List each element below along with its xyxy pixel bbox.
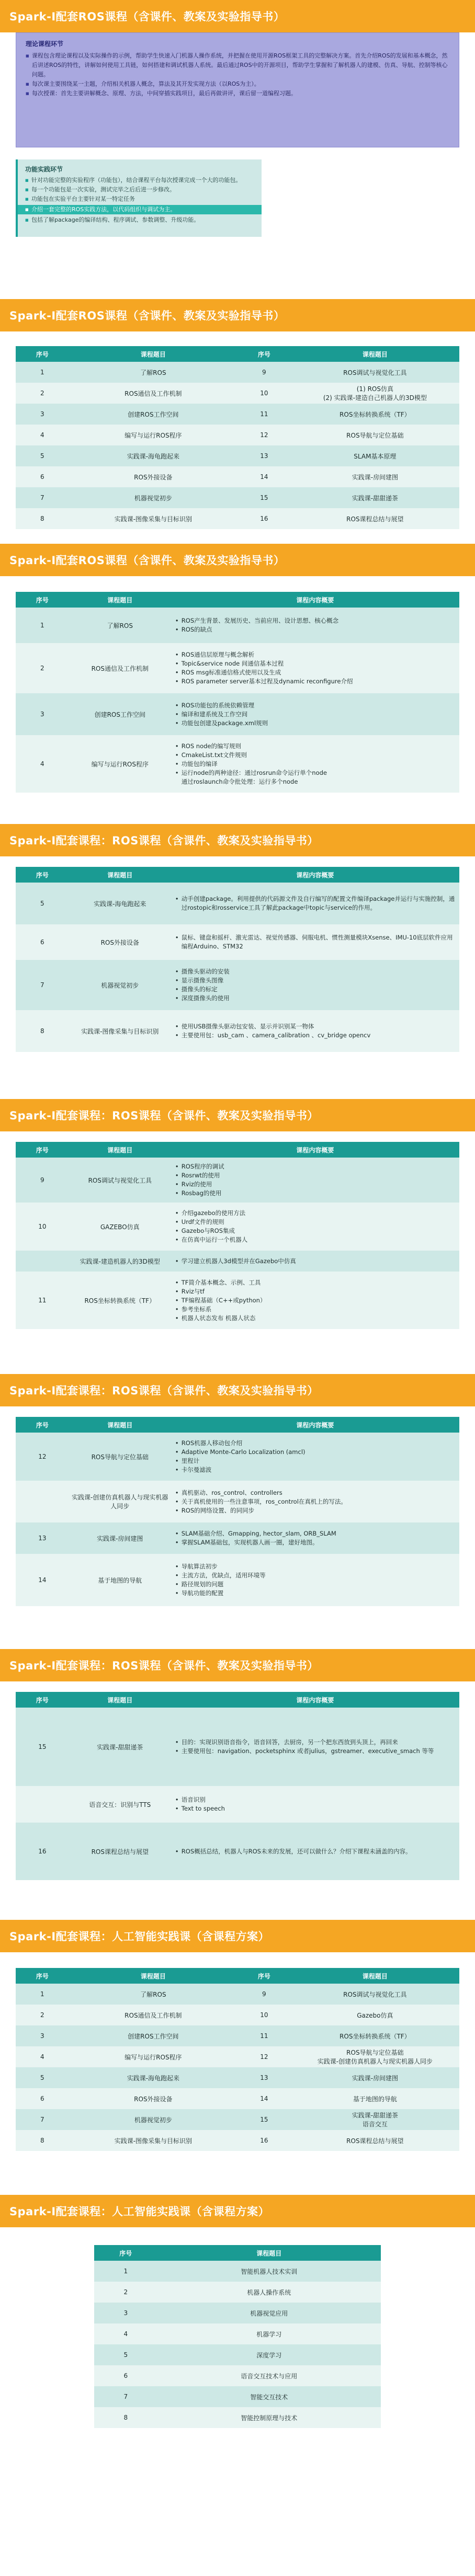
row-number: [16, 1481, 69, 1522]
theory-item: ■ 每次授课：首先主要讲解概念、原理、方法，中间穿插实践项目，最后再做讲评，课后留一道编程习题。: [26, 89, 449, 98]
slide-title: Spark-I配套课程：ROS课程（含课件、教案及实验指导书）: [0, 1099, 475, 1131]
summary-item: • 显示摄像头图像: [175, 976, 455, 985]
summary-item: • 导航功能的配置: [175, 1589, 455, 1598]
course-summary: [171, 1251, 459, 1272]
row-number: 3: [94, 2303, 157, 2323]
summary-item: • 语音识别: [175, 1795, 455, 1804]
course-summary: [171, 693, 459, 735]
column-header: 课程内容概要: [171, 1692, 459, 1708]
row-number: 2: [16, 383, 69, 404]
summary-item: • 摄像头驱动的安装: [175, 967, 455, 976]
summary-item: • ROS概括总结，机器人与ROS未来的发展，还可以做什么？介绍下课程未涵盖的内容。: [175, 1847, 455, 1856]
table-row: [94, 2407, 381, 2428]
column-header: 序号: [16, 1968, 69, 1984]
row-number: 1: [94, 2261, 157, 2282]
summary-item: • ROS的缺点: [175, 625, 455, 634]
summary-item: • Topic&service node 间通信基本过程: [175, 659, 455, 668]
course-summary: [171, 1708, 459, 1786]
table-row: [16, 1708, 459, 1786]
course-title: Gazebo仿真: [291, 2005, 459, 2025]
row-number: 7: [16, 2109, 69, 2130]
row-number: 10: [16, 1203, 69, 1251]
row-number: 14: [16, 1554, 69, 1606]
course-detail-table: [16, 1142, 459, 1329]
course-summary: [171, 960, 459, 1010]
course-title: ROS通信及工作机制: [69, 2005, 238, 2025]
course-summary: [171, 1203, 459, 1251]
course-title: ROS调试与视觉化工具: [291, 1984, 459, 2005]
row-number: 13: [238, 445, 291, 466]
column-header: 序号: [238, 1968, 291, 1984]
summary-item: • Urdf文件的规则: [175, 1218, 455, 1227]
row-number: 16: [238, 508, 291, 529]
summary-item: • 目的：实现识别语音指令，语音回答，去厨房，另一个把东西放到头顶上，再回来: [175, 1738, 455, 1747]
course-title: 智能控制原理与技术: [157, 2407, 381, 2428]
slide-title: Spark-I配套课程：ROS课程（含课件、教案及实验指导书）: [0, 1374, 475, 1406]
course-title: 机器视觉初步: [69, 2109, 238, 2130]
table-row: [16, 1010, 459, 1052]
course-title: 实践课-图像采集与目标识别: [69, 508, 238, 529]
summary-item: • TF简介基本概念、示例、工具: [175, 1278, 455, 1287]
slide-title: Spark-I配套课程：人工智能实践课（含课程方案）: [0, 2195, 475, 2227]
slide-title: Spark-I配套课程：ROS课程（含课件、教案及实验指导书）: [0, 1649, 475, 1681]
course-summary: [171, 1522, 459, 1554]
table-row: [16, 2025, 459, 2046]
row-number: 15: [16, 1708, 69, 1786]
column-header: 序号: [16, 867, 69, 883]
course-detail-table: [16, 1692, 459, 1880]
column-header: 序号: [16, 592, 69, 608]
course-title: ROS通信及工作机制: [69, 643, 171, 693]
course-title: ROS坐标转换系统（TF）: [69, 1272, 171, 1329]
course-title: 机器人操作系统: [157, 2282, 381, 2303]
row-number: 9: [16, 1158, 69, 1203]
theory-item: ■ 课程包含理论课程以及实际操作的示例，帮助学生快速入门机器人操作系统，并把握在使用开源ROS框架工具的完整解决方案。首先介绍ROS的发展和基本概念，然后讲述ROS的特性，讲解如何使用工具链，如何搭建和调试机器人系统。最后通过ROS中的开源项目，帮助学生掌握和了解机器人的建模、仿真、导航、控制等核心问题。: [26, 51, 449, 79]
course-title: ROS导航与定位基础 实践课-创建仿真机器人与现实机器人同步: [291, 2046, 459, 2067]
row-number: 12: [16, 1433, 69, 1481]
course-title: 创建ROS工作空间: [69, 2025, 238, 2046]
summary-item: • SLAM基础介绍、Gmapping, hector_slam, ORB_SLAM: [175, 1529, 455, 1538]
table-row: [16, 445, 459, 466]
table-row: [16, 1251, 459, 1272]
course-title: 编写与运行ROS程序: [69, 2046, 238, 2067]
column-header: 序号: [16, 1142, 69, 1158]
summary-item: • 主要使用包：usb_cam 、camera_calibration 、cv_bridge opencv: [175, 1031, 455, 1040]
table-row: [16, 383, 459, 404]
row-number: 12: [238, 425, 291, 445]
summary-item: • 编译和建系统及工作空间: [175, 710, 455, 719]
summary-item: • 主要使用包：navigation、pocketsphinx 或者julius，gstreamer、executive_smach 等等: [175, 1747, 455, 1756]
course-title: 实践课-甜甜递茶: [69, 1708, 171, 1786]
column-header: 课程题目: [69, 867, 171, 883]
table-row: [16, 735, 459, 793]
course-summary: [171, 1010, 459, 1052]
summary-item: • 摄像头的标定: [175, 985, 455, 994]
table-row: [16, 425, 459, 445]
summary-item: • 学习建立机器人3d模型并在Gazebo中仿真: [175, 1257, 455, 1266]
summary-item: • 卡尔曼滤波: [175, 1466, 455, 1474]
course-title: GAZEBO仿真: [69, 1203, 171, 1251]
slide-title: Spark-I配套ROS课程（含课件、教案及实验指导书）: [0, 0, 475, 32]
table-row: [94, 2386, 381, 2407]
course-title: 创建ROS工作空间: [69, 404, 238, 425]
course-summary: [171, 1433, 459, 1481]
column-header: 课程题目: [69, 1968, 238, 1984]
course-title: 创建ROS工作空间: [69, 693, 171, 735]
ai-course-table: [16, 1968, 459, 2151]
slide-title: Spark-I配套课程：人工智能实践课（含课程方案）: [0, 1920, 475, 1952]
row-number: [16, 1786, 69, 1823]
course-title: 实践课-创建仿真机器人与现实机器人同步: [69, 1481, 171, 1522]
summary-item: • ROS msg标准通信格式使用以及生成: [175, 668, 455, 677]
course-title: ROS外接设备: [69, 466, 238, 487]
table-row: [16, 1522, 459, 1554]
column-header: 课程题目: [69, 346, 238, 362]
course-summary: [171, 883, 459, 924]
row-number: 10: [238, 383, 291, 404]
row-number: 14: [238, 2088, 291, 2109]
course-title: 编写与运行ROS程序: [69, 425, 238, 445]
table-row: [16, 2109, 459, 2130]
summary-item: • 动手创建package。利用提供的代码源文件及自行编写的配置文件编译package并运行与实施控制，通过rostopic和rosservice工具了解此package中topic与service的作用。: [175, 895, 455, 912]
summary-item: • 关于真机使用的一些注意事项，ros_control在真机上的写法。: [175, 1497, 455, 1506]
course-summary: [171, 735, 459, 793]
course-title: 了解ROS: [69, 362, 238, 383]
table-row: [94, 2365, 381, 2386]
row-number: 6: [16, 924, 69, 960]
practice-item: ■ 包括了解package的编译结构、程序调试、参数调整、升级功能。: [25, 215, 254, 225]
table-row: [16, 404, 459, 425]
course-title: (1) ROS仿真 (2) 实践课-建造自己机器人的3D模型: [291, 383, 459, 404]
course-summary: [171, 1786, 459, 1823]
column-header: 课程内容概要: [171, 867, 459, 883]
table-row: [16, 608, 459, 643]
practice-item: ■ 针对功能完整的实验程序（功能包），结合课程平台每次授课完成一个大的功能包。: [25, 176, 254, 185]
table-row: [16, 2088, 459, 2109]
summary-item: • 路径规划的问题: [175, 1580, 455, 1589]
table-row: [16, 960, 459, 1010]
row-number: 15: [238, 2109, 291, 2130]
summary-item: • 鼠标、键盘和摇杆、激光雷达、视觉传感器、伺服电机、惯性测量模块Xsense、IMU-10底层软件应用编程Arduino、STM32: [175, 933, 455, 951]
row-number: 5: [16, 2067, 69, 2088]
column-header: 课程内容概要: [171, 1142, 459, 1158]
summary-item: • 使用USB摄像头驱动包安装、显示并识别某一物体: [175, 1022, 455, 1031]
course-title: 语音交互：识别与TTS: [69, 1786, 171, 1823]
column-header: 序号: [16, 1692, 69, 1708]
theory-section: [16, 32, 459, 147]
column-header: 序号: [16, 1417, 69, 1433]
row-number: 16: [16, 1823, 69, 1880]
summary-item: • 参考坐标系: [175, 1305, 455, 1314]
practice-list: [25, 176, 254, 225]
course-title: 实践课-海龟跑起来: [69, 445, 238, 466]
theory-list: [26, 51, 449, 98]
row-number: 3: [16, 404, 69, 425]
row-number: 7: [16, 960, 69, 1010]
summary-item: • Gazebo与ROS集成: [175, 1227, 455, 1235]
course-title: ROS导航与定位基础: [291, 425, 459, 445]
practice-item: ■ 功能包在实验平台主要针对某一特定任务: [25, 194, 254, 204]
summary-item: • 里程计: [175, 1457, 455, 1466]
course-title: 深度学习: [157, 2344, 381, 2365]
course-title: ROS课程总结与展望: [291, 2130, 459, 2151]
course-title: 机器学习: [157, 2323, 381, 2344]
table-row: [16, 1984, 459, 2005]
row-number: 3: [16, 693, 69, 735]
row-number: 8: [16, 508, 69, 529]
summary-item: • 主流方法，优缺点，适用环境等: [175, 1571, 455, 1580]
slide-title: Spark-I配套ROS课程（含课件、教案及实验指导书）: [0, 544, 475, 576]
row-number: 6: [16, 466, 69, 487]
summary-item: • ROS功能包的系统依赖管理: [175, 701, 455, 710]
table-row: [94, 2323, 381, 2344]
course-title: 基于地图的导航: [291, 2088, 459, 2109]
course-title: 机器视觉初步: [69, 960, 171, 1010]
table-row: [16, 1433, 459, 1481]
summary-item: • Rosrwt的使用: [175, 1171, 455, 1180]
table-row: [16, 2005, 459, 2025]
course-title: ROS坐标转换系统（TF）: [291, 2025, 459, 2046]
course-summary: [171, 1554, 459, 1606]
course-title: 了解ROS: [69, 608, 171, 643]
course-title: 实践课-海龟跑起来: [69, 2067, 238, 2088]
theory-heading: 理论课程环节: [26, 40, 64, 48]
row-number: 13: [16, 1522, 69, 1554]
summary-item: • 深度摄像头的使用: [175, 994, 455, 1003]
course-summary: [171, 1272, 459, 1329]
summary-item: • ROS parameter server基本过程及dynamic reconfigure介绍: [175, 677, 455, 686]
practice-item: ■ 介绍一套完整的ROS实践方法，以代码组织与调试为主。: [18, 205, 262, 214]
table-row: [16, 2130, 459, 2151]
course-title: 实践课-甜甜递茶 语音交互: [291, 2109, 459, 2130]
slide-course-list: [0, 299, 475, 530]
course-title: ROS外接设备: [69, 2088, 238, 2109]
summary-item: • TF编程基础（C++或python）: [175, 1296, 455, 1305]
course-title: 实践课-甜甜递茶: [291, 487, 459, 508]
table-row: [94, 2261, 381, 2282]
table-row: [16, 924, 459, 960]
summary-item: • 介绍gazebo的使用方法: [175, 1209, 455, 1218]
row-number: 6: [94, 2365, 157, 2386]
summary-item: • ROS程序的调试: [175, 1162, 455, 1171]
course-summary: [171, 643, 459, 693]
table-row: [16, 508, 459, 529]
column-header: 课程内容概要: [171, 592, 459, 608]
table-row: [16, 362, 459, 383]
slide-course-detail-5: [0, 1649, 475, 1906]
row-number: 1: [16, 362, 69, 383]
slide-course-detail-3: [0, 1099, 475, 1360]
course-summary: [171, 1823, 459, 1880]
row-number: 8: [16, 2130, 69, 2151]
summary-item: • ROS node的编写规则: [175, 742, 455, 751]
row-number: 14: [238, 466, 291, 487]
course-table: [16, 346, 459, 529]
row-number: 2: [94, 2282, 157, 2303]
course-title: ROS课程总结与展望: [291, 508, 459, 529]
course-title: ROS坐标转换系统（TF）: [291, 404, 459, 425]
table-row: [16, 643, 459, 693]
row-number: 10: [238, 2005, 291, 2025]
summary-item: • Rviz的使用: [175, 1180, 455, 1189]
column-header: 课程题目: [69, 1142, 171, 1158]
table-row: [16, 2067, 459, 2088]
column-header: 序号: [94, 2245, 157, 2261]
summary-item: • Text to speech: [175, 1804, 455, 1813]
row-number: 1: [16, 1984, 69, 2005]
row-number: 2: [16, 643, 69, 693]
course-summary: [171, 924, 459, 960]
course-detail-table: [16, 867, 459, 1052]
course-title: ROS课程总结与展望: [69, 1823, 171, 1880]
table-row: [16, 883, 459, 924]
row-number: 1: [16, 608, 69, 643]
column-header: 课程题目: [291, 1968, 459, 1984]
row-number: 4: [94, 2323, 157, 2344]
course-title: SLAM基本原理: [291, 445, 459, 466]
course-title: ROS调试与视觉化工具: [69, 1158, 171, 1203]
table-row: [94, 2303, 381, 2323]
course-title: 智能机器人技术实训: [157, 2261, 381, 2282]
summary-item: • ROS的网络设置、的同同步: [175, 1506, 455, 1515]
course-summary: [171, 1481, 459, 1522]
practice-section: [16, 159, 262, 237]
column-header: 课程题目: [69, 1417, 171, 1433]
column-header: 课程题目: [69, 592, 171, 608]
row-number: 8: [16, 1010, 69, 1052]
summary-item: • Rviz与tf: [175, 1287, 455, 1296]
theory-item: ■ 每次课主要围绕某一主题，介绍相关机器人概念，算法及其开发实现方法（以ROS为主）。: [26, 79, 449, 89]
slide-title: Spark-I配套ROS课程（含课件、教案及实验指导书）: [0, 299, 475, 331]
row-number: 8: [94, 2407, 157, 2428]
course-title: ROS外接设备: [69, 924, 171, 960]
table-row: [16, 1554, 459, 1606]
ai-practice-table: [94, 2245, 381, 2428]
summary-item: • 在仿真中运行一个机器人: [175, 1235, 455, 1244]
course-title: 智能交互技术: [157, 2386, 381, 2407]
course-title: 实践课-房间建图: [69, 1522, 171, 1554]
row-number: 7: [94, 2386, 157, 2407]
table-row: [16, 1823, 459, 1880]
row-number: 13: [238, 2067, 291, 2088]
course-title: 实践课-房间建图: [291, 466, 459, 487]
column-header: 序号: [238, 346, 291, 362]
column-header: 课程内容概要: [171, 1417, 459, 1433]
table-row: [16, 1481, 459, 1522]
column-header: 课程题目: [157, 2245, 381, 2261]
slide-course-detail-4: [0, 1374, 475, 1635]
summary-item: • 功能包创建及package.xml规则: [175, 719, 455, 728]
summary-item: • 导航算法初步: [175, 1562, 455, 1571]
row-number: 4: [16, 425, 69, 445]
row-number: 2: [16, 2005, 69, 2025]
row-number: 16: [238, 2130, 291, 2151]
slide-title: Spark-I配套课程：ROS课程（含课件、教案及实验指导书）: [0, 824, 475, 856]
summary-item: • CmakeList.txt文件规则: [175, 751, 455, 760]
summary-item: • Rosbag的使用: [175, 1189, 455, 1198]
course-title: 实践课-图像采集与目标识别: [69, 1010, 171, 1052]
table-row: [94, 2282, 381, 2303]
course-title: 机器视觉初步: [69, 487, 238, 508]
course-title: 基于地图的导航: [69, 1554, 171, 1606]
course-title: 实践课-海龟跑起来: [69, 883, 171, 924]
row-number: 5: [16, 883, 69, 924]
summary-item: • 功能包的编译: [175, 760, 455, 769]
slide-ai-practice-list: [0, 2195, 475, 2467]
row-number: 9: [238, 362, 291, 383]
table-row: [16, 487, 459, 508]
slide-course-detail-2: [0, 824, 475, 1085]
course-title: 实践课-房间建图: [291, 2067, 459, 2088]
row-number: 6: [16, 2088, 69, 2109]
summary-item: • Adaptive Monte-Carlo Localization (amcl): [175, 1448, 455, 1457]
slide-ai-course-list: [0, 1920, 475, 2181]
row-number: 5: [94, 2344, 157, 2365]
row-number: 11: [238, 404, 291, 425]
course-title: 编写与运行ROS程序: [69, 735, 171, 793]
column-header: 课程题目: [69, 1692, 171, 1708]
table-row: [16, 1158, 459, 1203]
table-row: [16, 1203, 459, 1251]
course-title: 实践课-图像采集与目标识别: [69, 2130, 238, 2151]
course-title: ROS通信及工作机制: [69, 383, 238, 404]
course-detail-table: [16, 1417, 459, 1606]
table-row: [16, 466, 459, 487]
slide-course-detail-1: [0, 544, 475, 810]
row-number: 11: [238, 2025, 291, 2046]
column-header: 课程题目: [291, 346, 459, 362]
row-number: 9: [238, 1984, 291, 2005]
summary-item: • 掌握SLAM基础包，实现机器人画一圈，建好地图。: [175, 1538, 455, 1547]
row-number: 4: [16, 2046, 69, 2067]
row-number: 7: [16, 487, 69, 508]
course-title: 语音交互技术与应用: [157, 2365, 381, 2386]
summary-item: • ROS机器人移动包介绍: [175, 1439, 455, 1448]
table-row: [16, 1786, 459, 1823]
row-number: 4: [16, 735, 69, 793]
summary-item: • 运行node的两种途径：通过rosrun命令运行单个node 通过roslaunch命令批处理：运行多个node: [175, 769, 455, 786]
course-summary: [171, 608, 459, 643]
summary-item: • 机器人状态发布 机器人状态: [175, 1314, 455, 1323]
course-detail-table: [16, 592, 459, 793]
table-row: [16, 693, 459, 735]
row-number: [16, 1251, 69, 1272]
course-title: 实践课-建造机器人的3D模型: [69, 1251, 171, 1272]
row-number: 5: [16, 445, 69, 466]
course-title: 机器视觉应用: [157, 2303, 381, 2323]
practice-item: ■ 每一个功能包是一次实验，测试完毕之后后进一步修改。: [25, 185, 254, 194]
row-number: 15: [238, 487, 291, 508]
table-row: [94, 2344, 381, 2365]
course-title: ROS导航与定位基础: [69, 1433, 171, 1481]
table-row: [16, 2046, 459, 2067]
table-row: [16, 1272, 459, 1329]
row-number: 12: [238, 2046, 291, 2067]
row-number: 3: [16, 2025, 69, 2046]
slide-overview: [0, 0, 475, 285]
course-title: 了解ROS: [69, 1984, 238, 2005]
row-number: 11: [16, 1272, 69, 1329]
course-title: ROS调试与视觉化工具: [291, 362, 459, 383]
practice-heading: 功能实践环节: [25, 166, 63, 173]
summary-item: • ROS产生背景、发展历史、当前应用、设计思想、核心概念: [175, 616, 455, 625]
summary-item: • 真机驱动、ros_control、controllers: [175, 1489, 455, 1497]
column-header: 序号: [16, 346, 69, 362]
course-summary: [171, 1158, 459, 1203]
summary-item: • ROS通信层原理与概念解析: [175, 650, 455, 659]
